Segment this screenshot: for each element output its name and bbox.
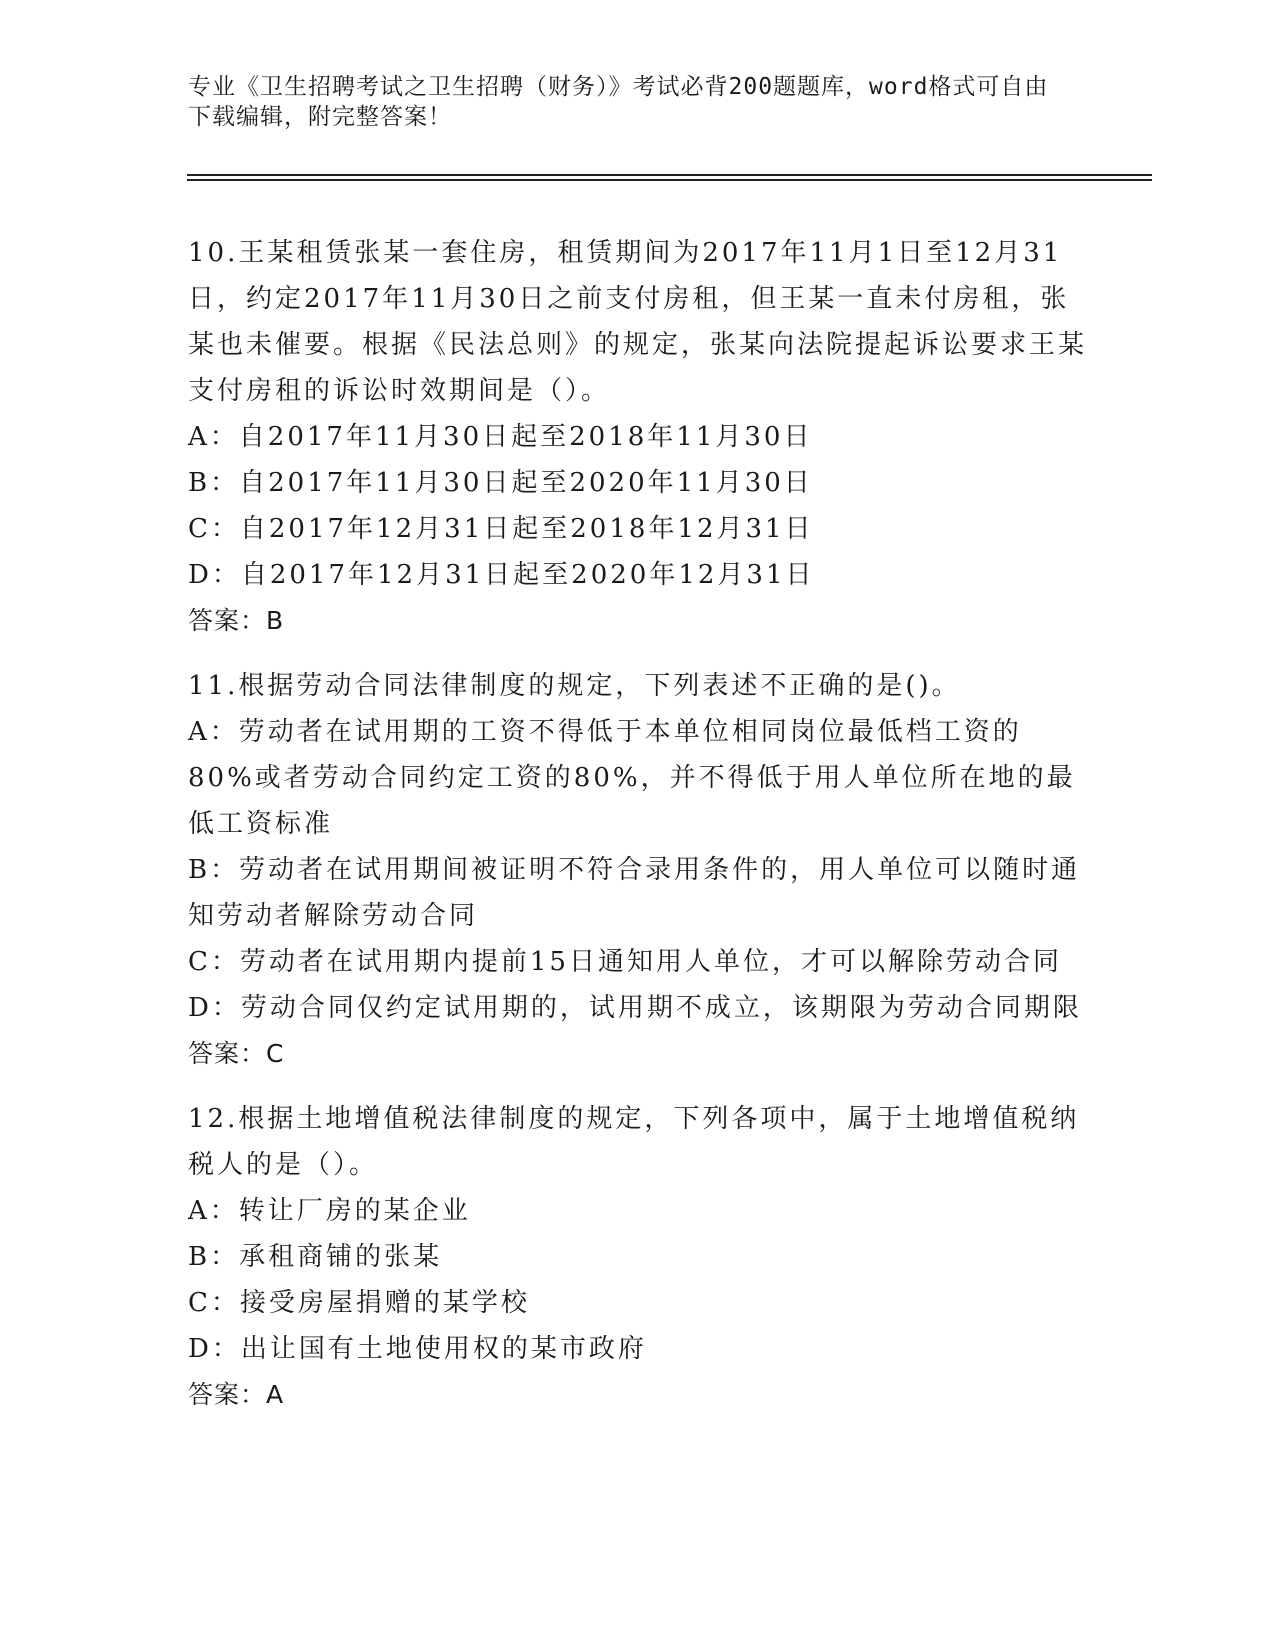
answer-label: 答案：C: [188, 1039, 285, 1068]
option-a: A：转让厂房的某企业: [188, 1196, 471, 1226]
option-d: D：出让国有土地使用权的某市政府: [188, 1334, 647, 1364]
option-c: C：自2017年12月31日起至2018年12月31日: [188, 514, 814, 544]
option-b: B：劳动者在试用期间被证明不符合录用条件的，用人单位可以随时通知劳动者解除劳动合同: [188, 855, 1081, 931]
option-d: D：自2017年12月31日起至2020年12月31日: [188, 560, 815, 590]
question-10: [188, 230, 1088, 644]
answer-label: 答案：A: [188, 1380, 285, 1409]
header-divider-bottom: [187, 179, 1152, 181]
answer-label: 答案：B: [188, 606, 285, 635]
option-b: B：承租商铺的张某: [188, 1242, 443, 1272]
document-header: 专业《卫生招聘考试之卫生招聘（财务）》考试必背200题题库，word格式可自由下载编辑，附完整答案！: [188, 74, 1049, 130]
option-a: A：自2017年11月30日起至2018年11月30日: [188, 422, 813, 452]
option-b: B：自2017年11月30日起至2020年11月30日: [188, 468, 813, 498]
option-d: D：劳动合同仅约定试用期的，试用期不成立，该期限为劳动合同期限: [188, 993, 1082, 1023]
header-divider-top: [187, 174, 1152, 176]
option-c: C：劳动者在试用期内提前15日通知用人单位，才可以解除劳动合同: [188, 947, 1062, 977]
question-11: [188, 663, 1088, 1077]
option-c: C：接受房屋捐赠的某学校: [188, 1288, 530, 1318]
question-stem: 10.王某租赁张某一套住房，租赁期间为2017年11月1日至12月31日，约定2017年11月30日之前支付房租，但王某一直未付房租，张某也未催要。根据《民法总则》的规定，张某向法院提起诉讼要求王某支付房租的诉讼时效期间是（）。: [188, 238, 1088, 406]
question-stem: 12.根据土地增值税法律制度的规定，下列各项中，属于土地增值税纳税人的是（）。: [188, 1104, 1080, 1180]
question-12: [188, 1096, 1088, 1418]
option-a: A：劳动者在试用期的工资不得低于本单位相同岗位最低档工资的80%或者劳动合同约定工资的80%，并不得低于用人单位所在地的最低工资标准: [188, 717, 1076, 839]
question-stem: 11.根据劳动合同法律制度的规定，下列表述不正确的是()。: [188, 671, 961, 701]
